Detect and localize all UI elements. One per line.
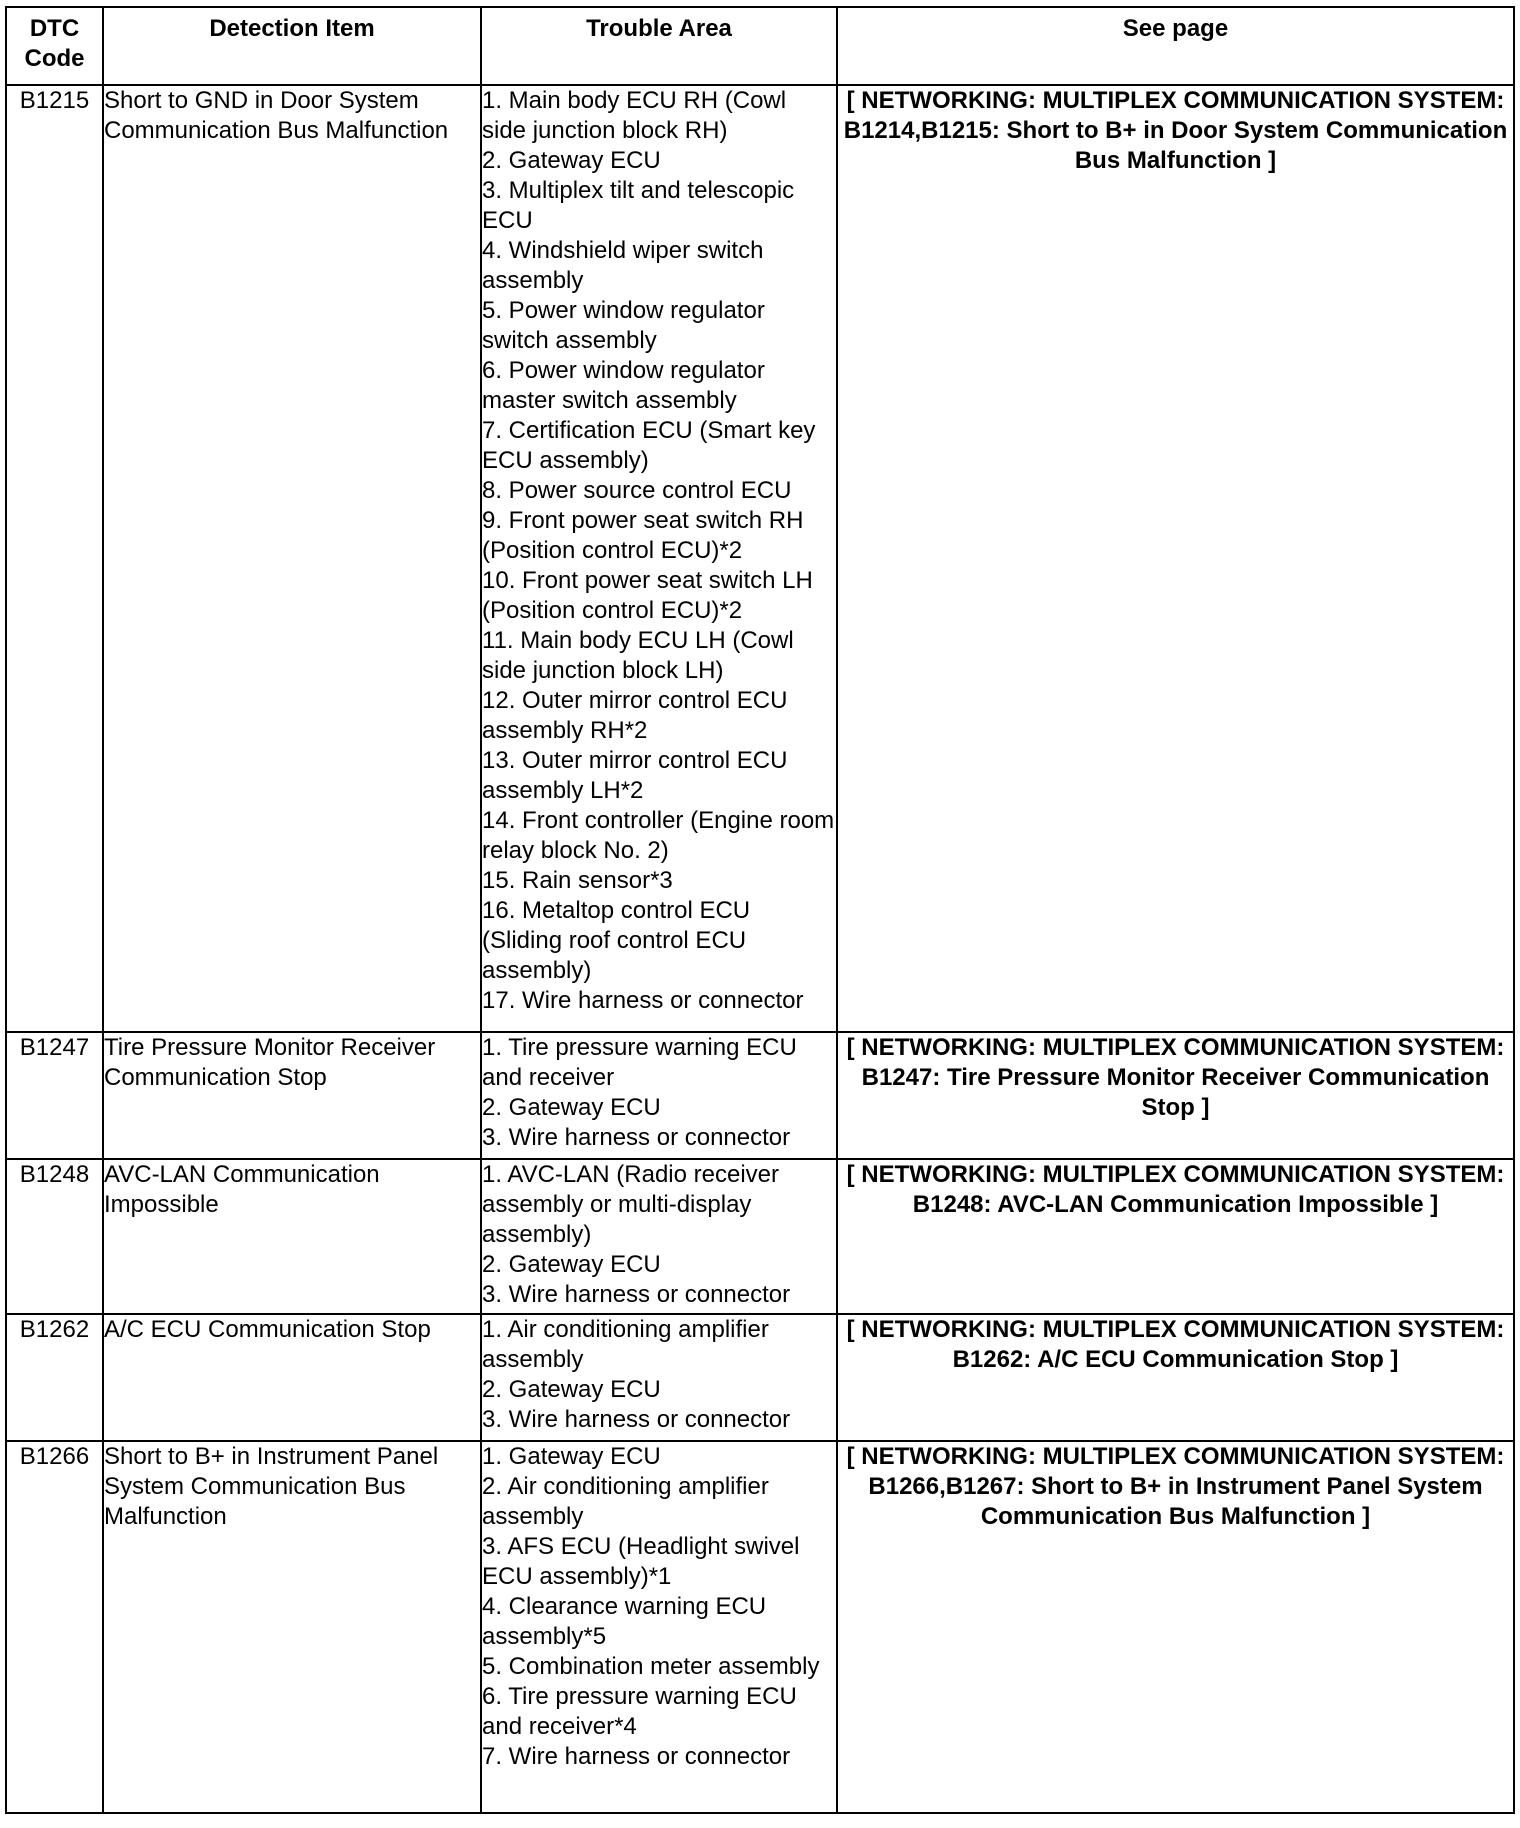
trouble-area-item: 2. Air conditioning amplifier assembly <box>482 1473 769 1530</box>
trouble-area-cell <box>481 1441 837 1813</box>
trouble-area-item: 3. AFS ECU (Headlight swivel ECU assembly)*1 <box>482 1533 800 1590</box>
trouble-area-item: 7. Wire harness or connector <box>482 1743 791 1770</box>
trouble-area-item: 2. Gateway ECU <box>482 1094 661 1121</box>
trouble-area-cell <box>481 1032 837 1159</box>
table-row <box>6 1032 1514 1159</box>
trouble-area-item: 16. Metaltop control ECU (Sliding roof control ECU assembly) <box>482 897 751 984</box>
dtc-code-cell: B1215 <box>6 85 103 1032</box>
dtc-code-cell: B1247 <box>6 1032 103 1159</box>
dtc-code-cell: B1248 <box>6 1159 103 1314</box>
table-row <box>6 85 1514 1032</box>
trouble-area-item: 7. Certification ECU (Smart key ECU assembly) <box>482 417 816 474</box>
trouble-area-item: 3. Wire harness or connector <box>482 1281 791 1308</box>
dtc-table <box>5 6 1515 1814</box>
trouble-area-item: 5. Combination meter assembly <box>482 1653 820 1680</box>
trouble-area-item: 4. Windshield wiper switch assembly <box>482 237 764 294</box>
trouble-area-item: 11. Main body ECU LH (Cowl side junction block LH) <box>482 627 794 684</box>
header-trouble-area: Trouble Area <box>481 7 837 85</box>
table-row <box>6 1441 1514 1813</box>
trouble-area-cell <box>481 1159 837 1314</box>
see-page-link[interactable]: [ NETWORKING: MULTIPLEX COMMUNICATION SYSTEM: B1214,B1215: Short to B+ in Door System Communication Bus Malfunction ] <box>837 85 1514 1032</box>
trouble-area-item: 9. Front power seat switch RH (Position control ECU)*2 <box>482 507 804 564</box>
trouble-area-item: 15. Rain sensor*3 <box>482 867 673 894</box>
see-page-link[interactable]: [ NETWORKING: MULTIPLEX COMMUNICATION SYSTEM: B1247: Tire Pressure Monitor Receiver Communication Stop ] <box>837 1032 1514 1159</box>
trouble-area-cell <box>481 1314 837 1441</box>
detection-item-cell: Tire Pressure Monitor Receiver Communication Stop <box>103 1032 481 1159</box>
trouble-area-item: 1. AVC-LAN (Radio receiver assembly or multi-display assembly) <box>482 1161 779 1248</box>
trouble-area-item: 17. Wire harness or connector <box>482 987 804 1014</box>
trouble-area-item: 2. Gateway ECU <box>482 1251 661 1278</box>
trouble-area-item: 5. Power window regulator switch assembly <box>482 297 765 354</box>
header-see-page: See page <box>837 7 1514 85</box>
trouble-area-item: 1. Air conditioning amplifier assembly <box>482 1316 769 1373</box>
table-header <box>6 7 1514 85</box>
trouble-area-item: 3. Multiplex tilt and telescopic ECU <box>482 177 795 234</box>
detection-item-cell: AVC-LAN Communication Impossible <box>103 1159 481 1314</box>
see-page-link[interactable]: [ NETWORKING: MULTIPLEX COMMUNICATION SYSTEM: B1266,B1267: Short to B+ in Instrument Panel System Communication Bus Malfunction ] <box>837 1441 1514 1813</box>
trouble-area-item: 3. Wire harness or connector <box>482 1124 791 1151</box>
trouble-area-item: 1. Gateway ECU <box>482 1443 661 1470</box>
trouble-area-item: 12. Outer mirror control ECU assembly RH*2 <box>482 687 788 744</box>
trouble-area-item: 3. Wire harness or connector <box>482 1406 791 1433</box>
trouble-area-item: 1. Main body ECU RH (Cowl side junction block RH) <box>482 87 787 144</box>
trouble-area-item: 6. Tire pressure warning ECU and receiver*4 <box>482 1683 797 1740</box>
header-dtc-code: DTC Code <box>6 7 103 85</box>
trouble-area-item: 14. Front controller (Engine room relay block No. 2) <box>482 807 835 864</box>
trouble-area-cell <box>481 85 837 1032</box>
trouble-area-item: 1. Tire pressure warning ECU and receiver <box>482 1034 797 1091</box>
header-row <box>6 7 1514 85</box>
trouble-area-item: 13. Outer mirror control ECU assembly LH*2 <box>482 747 788 804</box>
dtc-code-cell: B1266 <box>6 1441 103 1813</box>
detection-item-cell: Short to B+ in Instrument Panel System Communication Bus Malfunction <box>103 1441 481 1813</box>
trouble-area-item: 4. Clearance warning ECU assembly*5 <box>482 1593 767 1650</box>
detection-item-cell: Short to GND in Door System Communication Bus Malfunction <box>103 85 481 1032</box>
trouble-area-item: 6. Power window regulator master switch assembly <box>482 357 765 414</box>
table-row <box>6 1159 1514 1314</box>
trouble-area-item: 2. Gateway ECU <box>482 147 661 174</box>
table-row <box>6 1314 1514 1441</box>
see-page-link[interactable]: [ NETWORKING: MULTIPLEX COMMUNICATION SYSTEM: B1248: AVC-LAN Communication Impossible ] <box>837 1159 1514 1314</box>
dtc-code-cell: B1262 <box>6 1314 103 1441</box>
trouble-area-item: 10. Front power seat switch LH (Position control ECU)*2 <box>482 567 813 624</box>
table-body <box>6 85 1514 1813</box>
header-detection-item: Detection Item <box>103 7 481 85</box>
see-page-link[interactable]: [ NETWORKING: MULTIPLEX COMMUNICATION SYSTEM: B1262: A/C ECU Communication Stop ] <box>837 1314 1514 1441</box>
trouble-area-item: 8. Power source control ECU <box>482 477 792 504</box>
detection-item-cell: A/C ECU Communication Stop <box>103 1314 481 1441</box>
trouble-area-item: 2. Gateway ECU <box>482 1376 661 1403</box>
